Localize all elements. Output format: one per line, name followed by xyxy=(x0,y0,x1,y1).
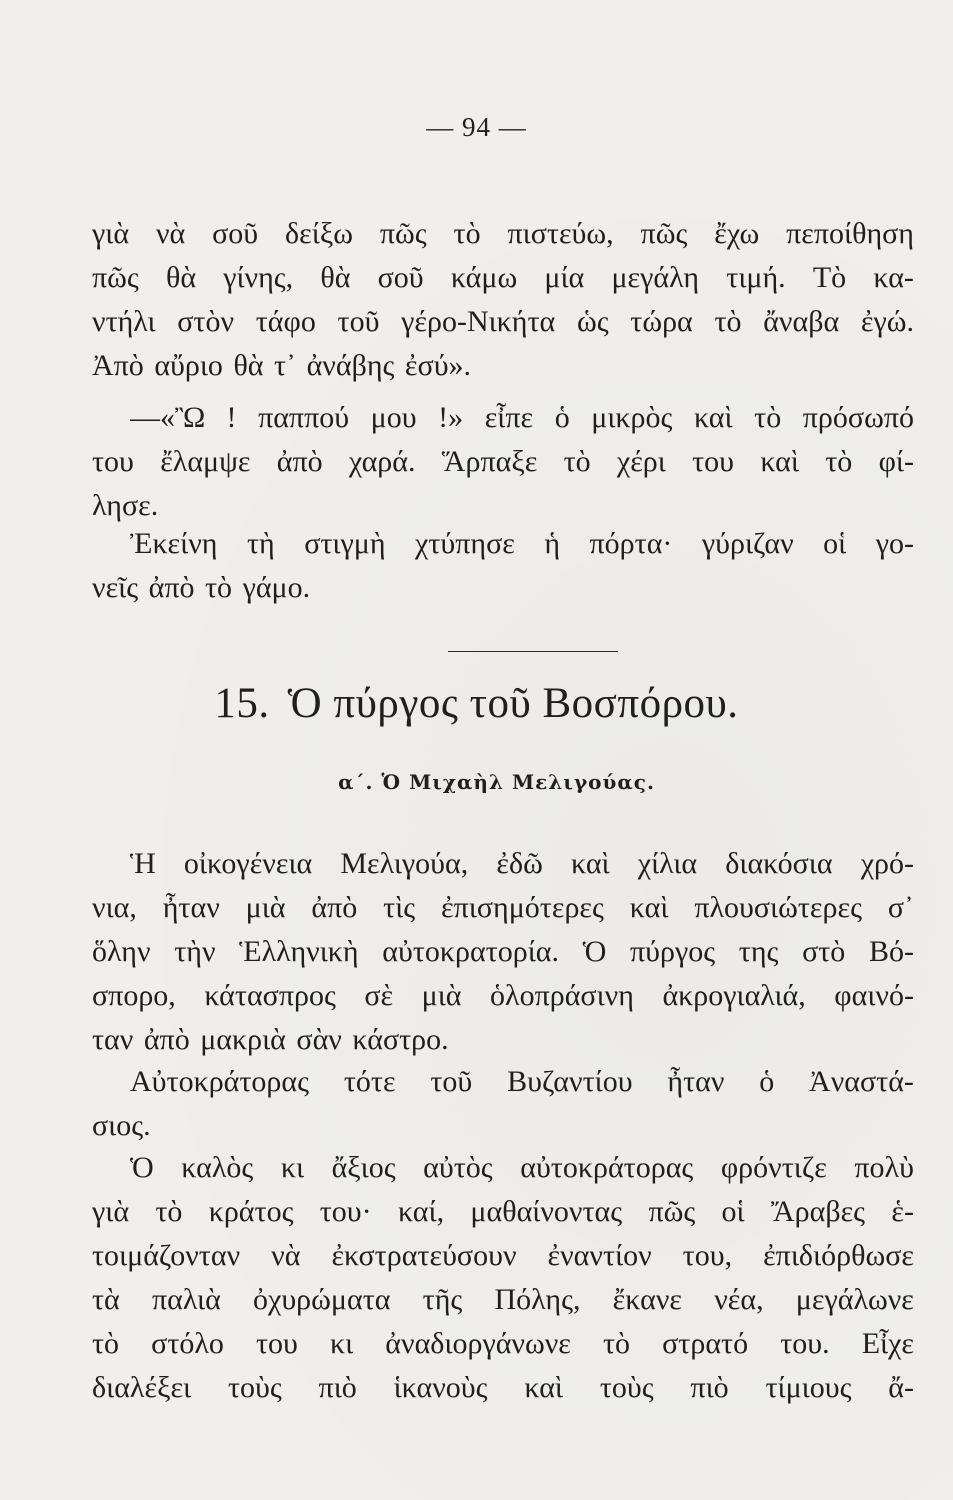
word: τοιμάζονταν xyxy=(92,1239,241,1272)
word: Ὁ xyxy=(130,1151,154,1184)
word: καὶ xyxy=(629,891,669,924)
word: κι xyxy=(280,1151,305,1184)
word: ! xyxy=(226,401,237,434)
word: μεγάλη xyxy=(611,261,700,294)
text-line xyxy=(92,1018,914,1062)
word: στόλο xyxy=(151,1327,224,1360)
text-line xyxy=(92,256,914,300)
word: τιμή. xyxy=(726,261,786,294)
word: κα- xyxy=(873,261,914,294)
word: ὁλοπράσινη xyxy=(490,979,634,1012)
text-line xyxy=(92,344,914,388)
word: μου xyxy=(370,401,417,434)
word: τότε xyxy=(343,1065,396,1098)
word: τοῦ xyxy=(337,305,380,338)
word: σ᾽ xyxy=(887,891,914,924)
word: τῆς xyxy=(422,1283,463,1316)
word: πιστεύω, xyxy=(507,217,614,250)
text-line xyxy=(92,300,914,344)
word: ἦταν xyxy=(667,1065,725,1098)
word: κράτος xyxy=(208,1195,294,1228)
word: πρόσωπό xyxy=(802,401,914,434)
word: τὸ xyxy=(563,445,591,478)
word: στὸν xyxy=(177,305,235,338)
word: ἔκανε xyxy=(612,1283,683,1316)
word: πύργος xyxy=(630,935,716,968)
word: του xyxy=(692,445,735,478)
word: κι xyxy=(330,1327,354,1360)
word: Τὸ xyxy=(812,261,847,294)
text-line xyxy=(92,1278,914,1322)
word: τώρα xyxy=(630,305,693,338)
word: καὶ xyxy=(524,1371,563,1404)
word: δείξω xyxy=(285,217,353,250)
word: καὶ xyxy=(570,847,610,880)
text-line xyxy=(92,1104,914,1148)
word: γίνης, xyxy=(223,261,294,294)
word: Αὐτοκράτορας xyxy=(130,1065,310,1098)
word: στρατό xyxy=(662,1327,749,1360)
word: ἀναδιοργάνωνε xyxy=(385,1327,571,1360)
text-line xyxy=(130,1146,914,1190)
word: —«Ὢ xyxy=(130,401,205,434)
text-line xyxy=(92,566,914,610)
word: σοῦ xyxy=(377,261,424,294)
text-line xyxy=(92,212,914,256)
word: φαινό- xyxy=(834,979,914,1012)
word: ταν xyxy=(92,1023,134,1056)
word: γιὰ xyxy=(92,1195,130,1228)
word: ἐπισημότερες xyxy=(441,891,604,924)
text-line xyxy=(92,886,914,930)
word: μιὰ xyxy=(245,891,286,924)
word: ἐναντίον xyxy=(547,1239,652,1272)
word: καλὸς xyxy=(181,1151,254,1184)
word: νια, xyxy=(92,891,137,924)
word: κάμω xyxy=(450,261,518,294)
word: ἄναβα xyxy=(763,305,840,338)
word: ἡ xyxy=(544,527,561,560)
text-line xyxy=(92,1322,914,1366)
word: τοὺς xyxy=(227,1371,282,1404)
word: του, xyxy=(682,1239,733,1272)
word: λησε. xyxy=(92,489,159,522)
section-divider xyxy=(448,651,618,652)
word: ἔχω xyxy=(714,217,760,250)
word: του. xyxy=(780,1327,830,1360)
text-line xyxy=(92,974,914,1018)
chapter-heading xyxy=(0,678,953,730)
word: πῶς xyxy=(640,217,688,250)
word: θὰ xyxy=(320,261,351,294)
word: παππού xyxy=(258,401,350,434)
word: ὅλην xyxy=(92,935,151,968)
word: ἐσύ». xyxy=(404,349,472,382)
word: χέρι xyxy=(616,445,666,478)
chapter-title: Ὁ πύργος τοῦ Βοσπόρου. xyxy=(287,680,739,727)
word: τὴν xyxy=(174,935,216,968)
word: μιὰ xyxy=(421,979,462,1012)
word: ἀκρογιαλιά, xyxy=(662,979,806,1012)
text-line xyxy=(92,1366,914,1410)
word: Ἐκείνη xyxy=(130,527,218,560)
word: ἐκστρατεύσουν xyxy=(331,1239,517,1272)
word: μεγάλωνε xyxy=(795,1283,914,1316)
word: πεποίθηση xyxy=(786,217,914,250)
word: φρόντιζε xyxy=(720,1151,827,1184)
word: ἄξιος xyxy=(331,1151,396,1184)
text-line xyxy=(130,396,914,440)
word: ἐγώ. xyxy=(860,305,914,338)
word: !» xyxy=(438,401,464,434)
word: Ἡ xyxy=(130,847,156,880)
word: στιγμὴ xyxy=(304,527,386,560)
word: κάστρο. xyxy=(352,1023,449,1056)
word: χτύπησε xyxy=(415,527,515,560)
word: πῶς xyxy=(92,261,139,294)
word: αὐτοκρατορία. xyxy=(382,935,559,968)
word: νεῖς xyxy=(92,571,139,604)
word: μικρὸς xyxy=(591,401,673,434)
word: Μελιγούα, xyxy=(340,847,469,880)
text-line xyxy=(130,1060,914,1104)
word: αὔριο xyxy=(154,349,223,382)
word: καὶ xyxy=(760,445,799,478)
word: ἀνάβης xyxy=(306,349,395,382)
text-line xyxy=(130,842,914,886)
word: τὸ xyxy=(754,401,782,434)
word: πλουσιώτερες xyxy=(694,891,862,924)
word: ντήλι xyxy=(92,305,156,338)
text-line xyxy=(92,1190,914,1234)
word: θὰ xyxy=(165,261,197,294)
text-line xyxy=(92,930,914,974)
word: ὡς xyxy=(576,305,609,338)
word: Ἄραβες xyxy=(770,1195,866,1228)
word: Βό- xyxy=(868,935,914,968)
word: ἐδῶ xyxy=(496,847,543,880)
word: Ὁ xyxy=(582,935,607,968)
word: του· xyxy=(319,1195,372,1228)
word: διακόσια xyxy=(725,847,833,880)
word: ἔλαμψε xyxy=(160,445,251,478)
word: γέρο-Νικήτα xyxy=(401,305,556,338)
word: τὸ xyxy=(825,445,853,478)
word: ἀπὸ xyxy=(276,445,323,478)
word: ἄ- xyxy=(888,1371,914,1404)
word: Βυζαντίου xyxy=(507,1065,633,1098)
word: τὸ xyxy=(602,1327,631,1360)
word: σιος. xyxy=(92,1109,151,1142)
word: ἐπιδιόρθωσε xyxy=(763,1239,914,1272)
word: τὶς xyxy=(383,891,416,924)
word: νέα, xyxy=(714,1283,764,1316)
word: του xyxy=(256,1327,298,1360)
word: τὸ xyxy=(205,571,233,604)
word: Ἅρπαξε xyxy=(441,445,538,478)
word: γιὰ xyxy=(92,217,130,250)
word: αὐτὸς xyxy=(423,1151,493,1184)
word: θὰ xyxy=(233,349,264,382)
word: ἀπὸ xyxy=(311,891,358,924)
word: στὸ xyxy=(802,935,846,968)
word: Πόλης, xyxy=(494,1283,581,1316)
word: οἰκογένεια xyxy=(183,847,313,880)
word: χρό- xyxy=(860,847,914,880)
word: πῶς xyxy=(648,1195,696,1228)
word: τάφο xyxy=(255,305,316,338)
section-subheading: α΄. Ὁ Μιχαὴλ Μελιγούας. xyxy=(338,770,655,794)
word: νὰ xyxy=(155,217,186,250)
word: ἀπὸ xyxy=(143,1023,190,1056)
word: φί- xyxy=(878,445,914,478)
word: τὸ xyxy=(714,305,742,338)
word: ὀχυρώματα xyxy=(253,1283,391,1316)
word: χίλια xyxy=(637,847,698,880)
word: γο- xyxy=(875,527,914,560)
text-line xyxy=(92,1234,914,1278)
word: μαθαίνοντας xyxy=(470,1195,623,1228)
word: Ἀπὸ xyxy=(92,349,144,382)
word: Ἑλληνικὴ xyxy=(239,935,359,968)
word: διαλέξει xyxy=(92,1371,192,1404)
word: πῶς xyxy=(379,217,427,250)
word: γύριζαν xyxy=(701,527,794,560)
chapter-number: 15. xyxy=(214,680,270,727)
word: πολὺ xyxy=(854,1151,914,1184)
word: ἦταν xyxy=(162,891,220,924)
word: σὲ xyxy=(364,979,394,1012)
text-line xyxy=(130,522,914,566)
word: καὶ xyxy=(693,401,733,434)
word: ὁ xyxy=(759,1065,775,1098)
word: πιὸ xyxy=(318,1371,357,1404)
word: πιὸ xyxy=(690,1371,729,1404)
word: κάτασπρος xyxy=(204,979,336,1012)
word: νὰ xyxy=(271,1239,301,1272)
word: τὸ xyxy=(92,1327,120,1360)
word: οἱ xyxy=(721,1195,745,1228)
word: ἑ- xyxy=(891,1195,914,1228)
word: αὐτοκράτορας xyxy=(520,1151,694,1184)
word: παλιὰ xyxy=(151,1283,221,1316)
word: σοῦ xyxy=(212,217,259,250)
word: τ᾽ xyxy=(274,349,297,382)
word: μία xyxy=(544,261,585,294)
word: χαρά. xyxy=(348,445,416,478)
text-line xyxy=(92,440,914,484)
word: ὁ xyxy=(554,401,570,434)
word: Εἶχε xyxy=(861,1327,914,1360)
word: σπορο, xyxy=(92,979,176,1012)
word: σὰν xyxy=(296,1023,342,1056)
word: μακριὰ xyxy=(200,1023,286,1056)
word: γάμο. xyxy=(242,571,311,604)
word: της xyxy=(738,935,779,968)
page-number: — 94 — xyxy=(426,112,527,142)
word: τοὺς xyxy=(599,1371,654,1404)
word: τίμιους xyxy=(765,1371,852,1404)
word: τοῦ xyxy=(430,1065,473,1098)
word: οἱ xyxy=(823,527,847,560)
word: ἱκανοὺς xyxy=(393,1371,488,1404)
word: τὰ xyxy=(92,1283,120,1316)
word: Ἀναστά- xyxy=(809,1065,914,1098)
word: τὴ xyxy=(246,527,275,560)
word: ἀπὸ xyxy=(148,571,195,604)
word: καί, xyxy=(397,1195,445,1228)
word: τὸ xyxy=(453,217,481,250)
word: του xyxy=(92,445,134,478)
word: πόρτα· xyxy=(589,527,673,560)
word: εἶπε xyxy=(484,401,534,434)
word: τὸ xyxy=(155,1195,183,1228)
